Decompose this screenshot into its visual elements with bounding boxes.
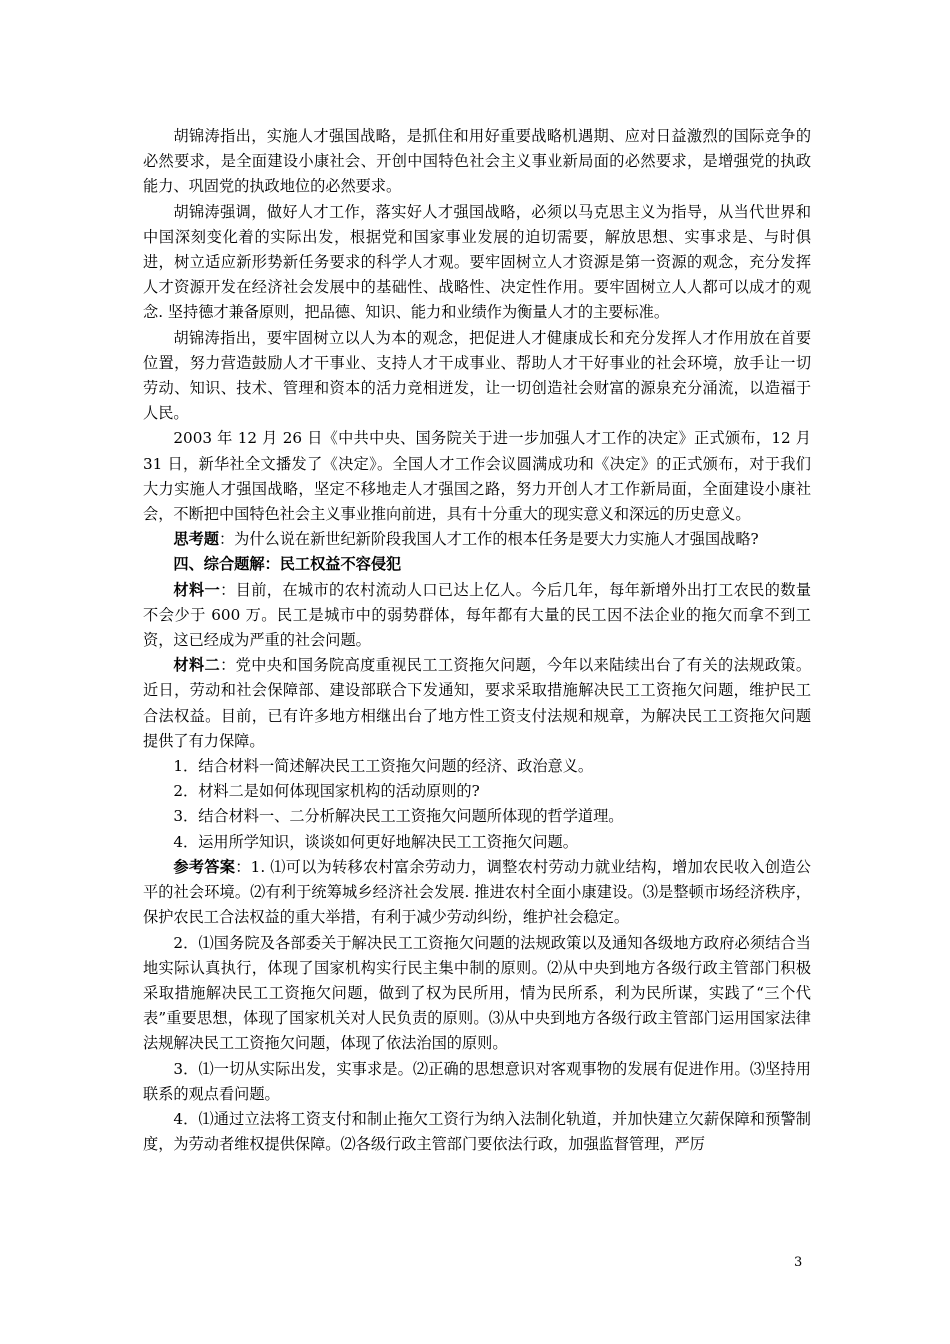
material-2 xyxy=(143,653,811,754)
material-2-text: ：党中央和国务院高度重视民工工资拖欠问题，今年以来陆续出台了有关的法规政策。近日，劳动和社会保障部、建设部联合下发通知，要求采取措施解决民工工资拖欠问题，维护民工合法权益。目前，已有许多地方相继出台了地方性工资支付法规和规章，为解决民工工资拖欠问题提供了有力保障。 xyxy=(143,656,812,750)
document-body xyxy=(143,124,811,1157)
section-heading: 四、综合题解：民工权益不容侵犯 xyxy=(173,555,402,574)
thinking-question xyxy=(143,527,811,552)
page-number: 3 xyxy=(794,1255,803,1270)
answer-3: 3．⑴一切从实际出发，实事求是。⑵正确的思想意识对客观事物的发展有促进作用。⑶坚持用联系的观点看问题。 xyxy=(143,1059,811,1103)
paragraph-3: 胡锦涛指出，要牢固树立以人为本的观念，把促进人才健康成长和充分发挥人才作用放在首要位置，努力营造鼓励人才干事业、支持人才干成事业、帮助人才干好事业的社会环境，放手让一切劳动、知识、技术、管理和资本的活力竞相迸发，让一切创造社会财富的源泉充分涌流，以造福于人民。 xyxy=(143,328,811,423)
paragraph-1: 胡锦涛指出，实施人才强国战略，是抓住和用好重要战略机遇期、应对日益激烈的国际竞争的必然要求，是全面建设小康社会、开创中国特色社会主义事业新局面的必然要求，是增强党的执政能力、巩固党的执政地位的必然要求。 xyxy=(143,127,811,196)
question-3: 3．结合材料一、二分析解决民工工资拖欠问题所体现的哲学道理。 xyxy=(173,807,624,826)
thinking-label: 思考题 xyxy=(173,530,219,549)
material-1-text: ：目前，在城市的农村流动人口已达上亿人。今后几年，每年新增外出打工农民的数量不会少于 600 万。民工是城市中的弱势群体，每年都有大量的民工因不法企业的拖欠而拿不到工资，这已经成为严重的社会问题。 xyxy=(143,580,812,650)
answer-1-text: ：1. ⑴可以为转移农村富余劳动力，调整农村劳动力就业结构，增加农民收入创造公平的社会环境。⑵有利于统筹城乡经济社会发展. 推进农村全面小康建设。⑶是整顿市场经济秩序，保护农民工合法权益的重大举措，有利于减少劳动纠纷，维护社会稳定。 xyxy=(143,857,811,927)
material-1-label: 材料一 xyxy=(173,580,221,599)
paragraph-4: 2003 年 12 月 26 日《中共中央、国务院关于进一步加强人才工作的决定》正式颁布，12 月 31 日，新华社全文播发了《决定》。全国人才工作会议圆满成功和《决定》的正式颁布，对于我们大力实施人才强国战略，坚定不移地走人才强国之路，努力开创人才工作新局面，全面建设小康社会，不断把中国特色社会主义事业推向前进，具有十分重大的现实意义和深远的历史意义。 xyxy=(143,429,811,524)
thinking-text: ：为什么说在新世纪新阶段我国人才工作的根本任务是要大力实施人才强国战略? xyxy=(218,530,759,549)
answer-1 xyxy=(143,855,811,931)
material-2-label: 材料二 xyxy=(173,656,221,675)
question-1: 1．结合材料一简述解决民工工资拖欠问题的经济、政治意义。 xyxy=(173,757,594,776)
question-2: 2．材料二是如何体现国家机构的活动原则的? xyxy=(173,782,480,801)
paragraph-2: 胡锦涛强调，做好人才工作，落实好人才强国战略，必须以马克思主义为指导，从当代世界和中国深刻变化着的实际出发，根据党和国家事业发展的迫切需要，解放思想、实事求是、与时俱进，树立适应新形势新任务要求的科学人才观。要牢固树立人才资源是第一资源的观念，充分发挥人才资源开发在经济社会发展中的基础性、战略性、决定性作用。要牢固树立人人都可以成才的观念. 坚持德才兼备原则，把品德、知识、能力和业绩作为衡量人才的主要标准。 xyxy=(143,202,811,322)
material-1 xyxy=(143,578,811,654)
answer-2: 2．⑴国务院及各部委关于解决民工工资拖欠问题的法规政策以及通知各级地方政府必须结合当地实际认真执行，体现了国家机构实行民主集中制的原则。⑵从中央到地方各级行政主管部门积极采取措施解决民工工资拖欠问题，做到了权为民所用，情为民所系，利为民所谋，实践了“三个代表”重要思想，体现了国家机关对人民负责的原则。⑶从中央到地方各级行政主管部门运用国家法律法规解决民工工资拖欠问题，体现了依法治国的原则。 xyxy=(143,933,811,1053)
answer-label: 参考答案 xyxy=(173,857,236,876)
question-4: 4．运用所学知识，谈谈如何更好地解决民工工资拖欠问题。 xyxy=(173,832,578,851)
answer-4: 4．⑴通过立法将工资支付和制止拖欠工资行为纳入法制化轨道，并加快建立欠薪保障和预警制度，为劳动者维权提供保障。⑵各级行政主管部门要依法行政，加强监督管理，严厉 xyxy=(143,1109,811,1154)
